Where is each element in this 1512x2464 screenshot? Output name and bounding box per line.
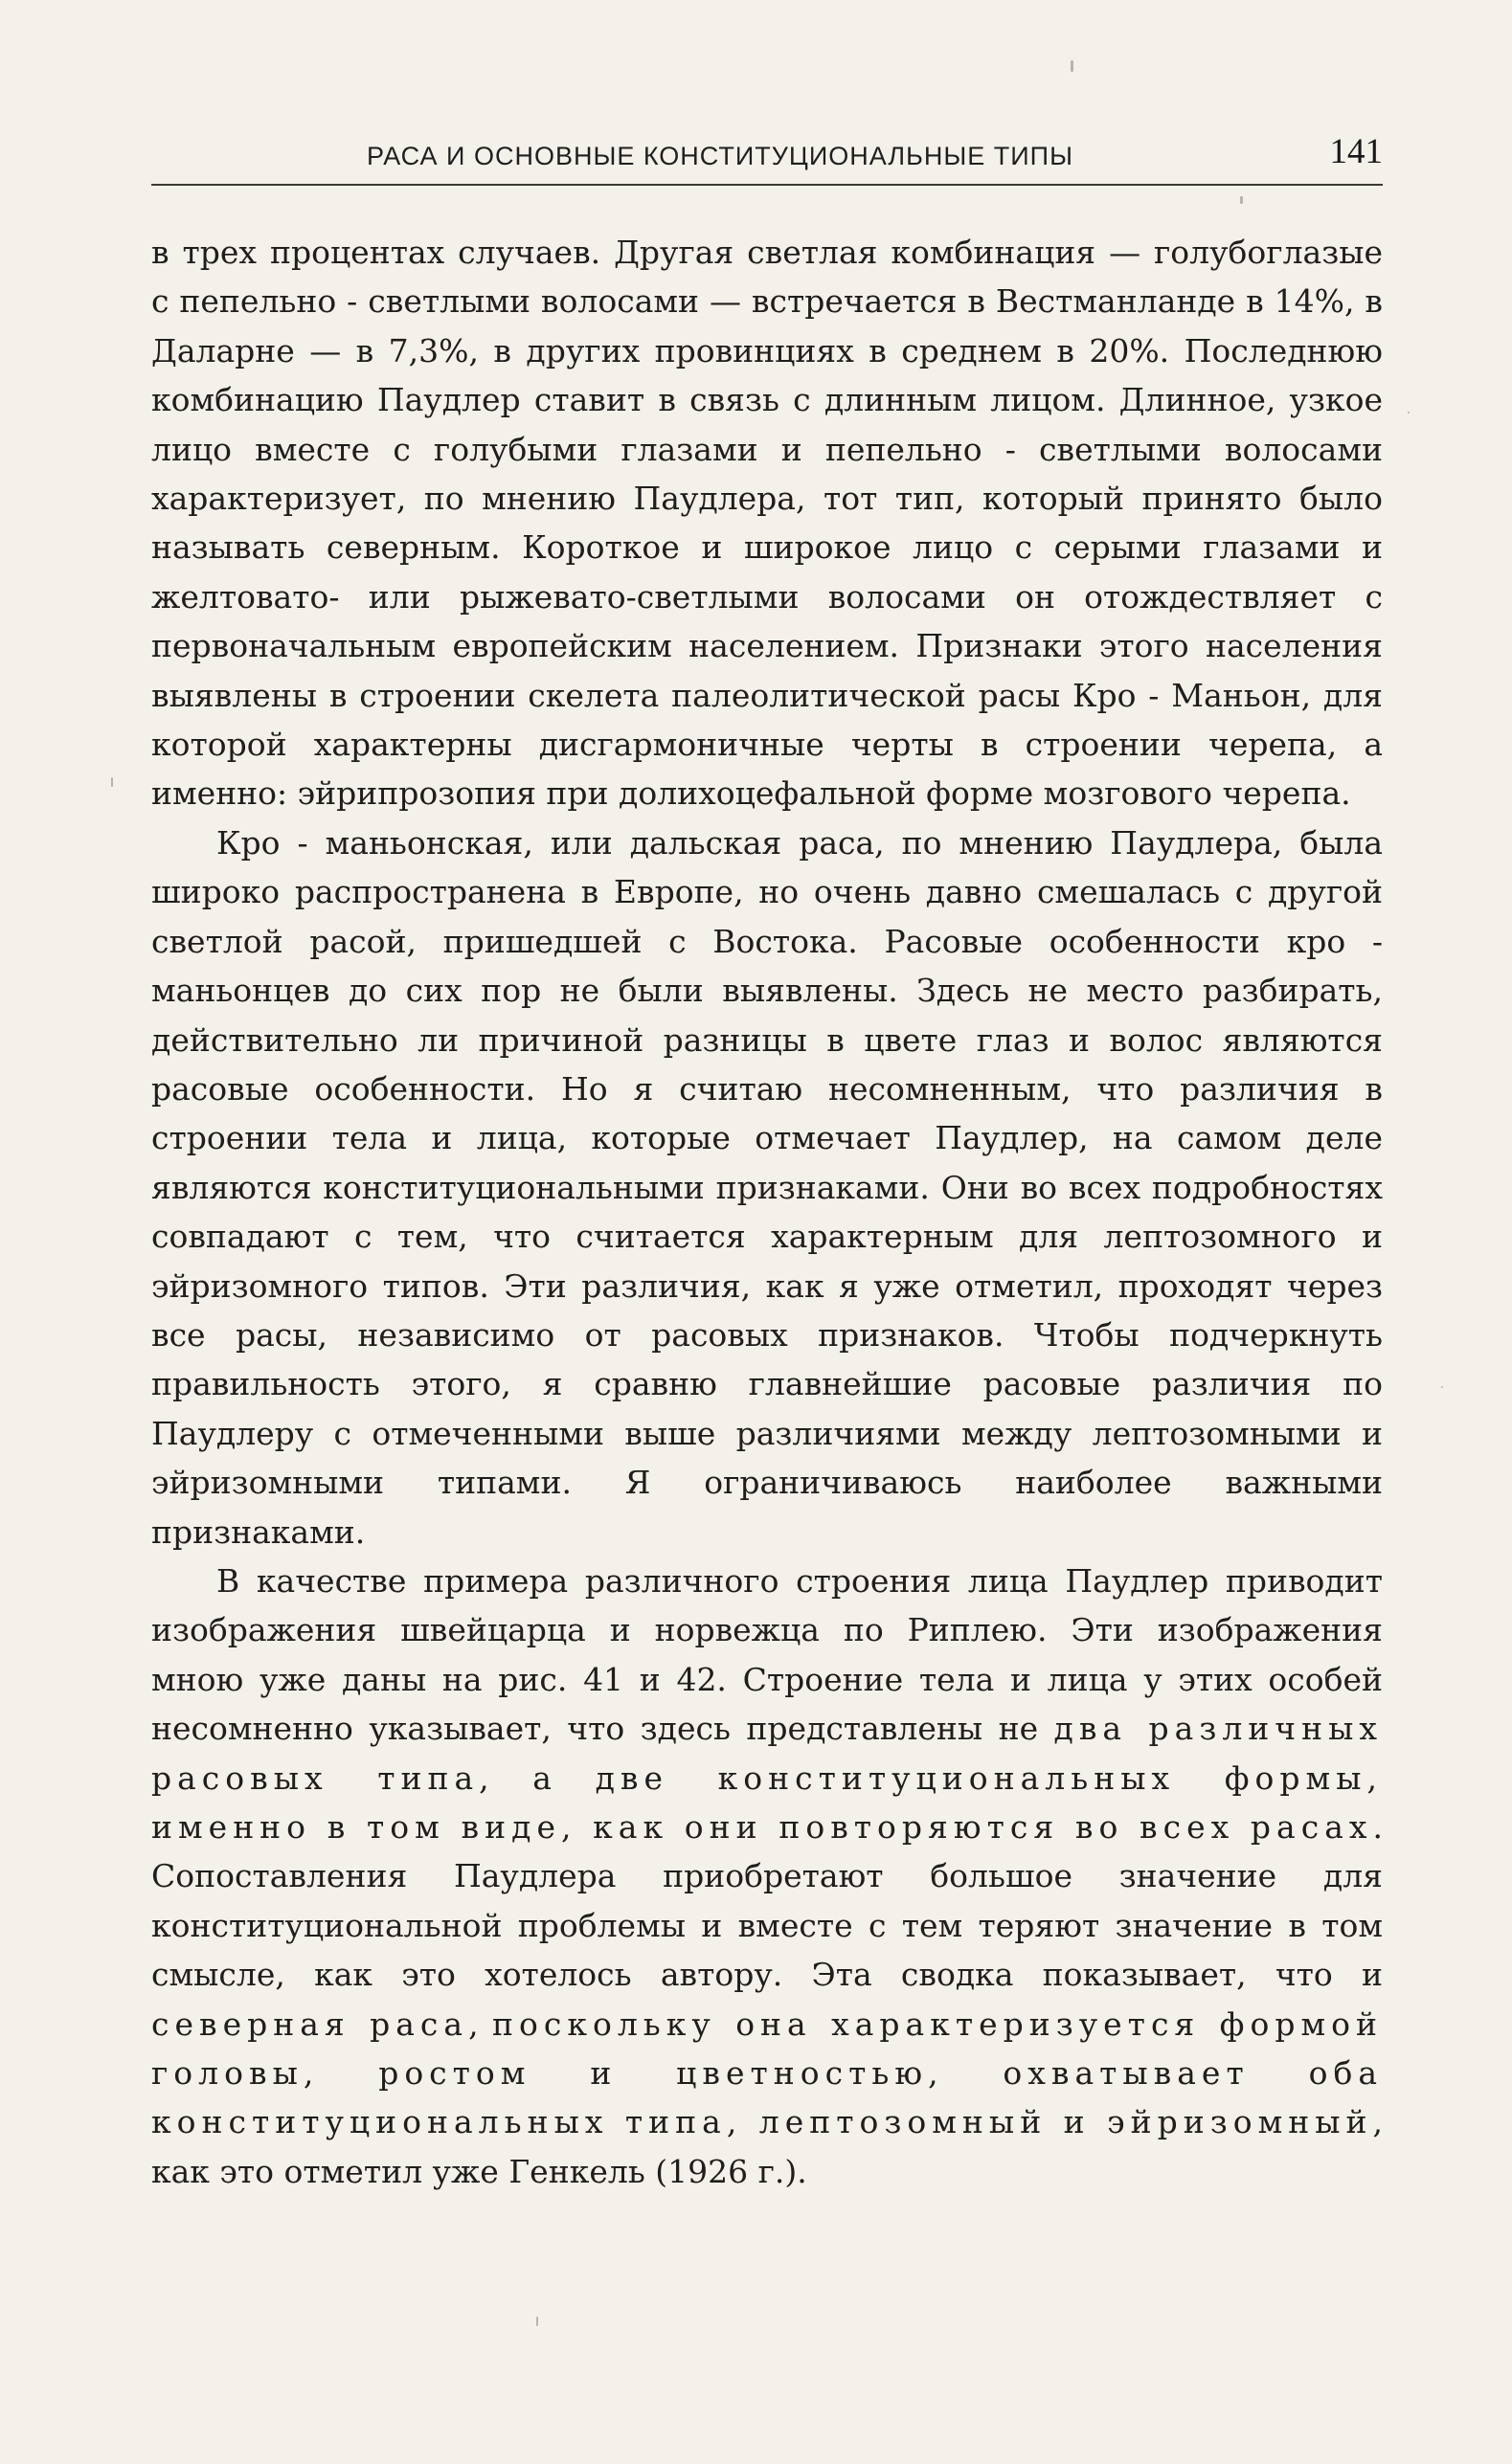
paper-speck [1240, 196, 1243, 204]
body-text [151, 228, 1383, 2196]
book-page [151, 0, 1383, 2464]
paper-speck [536, 2317, 538, 2326]
paragraph-3-part-2: , а [479, 1758, 596, 1797]
paragraph-1 [151, 228, 1383, 818]
paragraph-2 [151, 818, 1383, 1557]
paragraph-3-part-1: В качестве примера различного строения лица Паудлер приводит изображения швейцарца и норвежца по Риплею. Эти изображения мною уже даны на рис. 41 и 42. Строение тела и лица у этих особей несомненно указывает, что здесь представлены не [151, 1561, 1383, 1748]
paragraph-3 [151, 1557, 1383, 2196]
emphasis-two-constitutional-forms: две конституциональных формы, именно в том виде, как они повторяются во всех расах [151, 1758, 1383, 1846]
paper-speck [111, 777, 113, 787]
running-title: РАСА И ОСНОВНЫЕ КОНСТИТУЦИОНАЛЬНЫЕ ТИПЫ [367, 142, 1073, 170]
emphasis-northern-race: северная раса [151, 2005, 469, 2043]
paragraph-3-part-5: , как это отметил уже Генкель (1926 г.). [151, 2103, 1383, 2190]
paragraph-3-part-4: , [468, 2005, 492, 2043]
emphasis-covers-both-types: поскольку она характеризуется формой головы, ростом и цветностью, охватывает оба конституциональных типа, лептозомный и эйризомный [151, 2005, 1383, 2141]
page-header [151, 132, 1383, 190]
paragraph-1-text: в трех процентах случаев. Другая светлая комбинация — голубоглазые с пепельно - светлыми волосами — встречается в Вестманланде в 14%, в Даларне — в 7,3%, в других провинциях в среднем в 20%. Последнюю комбинацию Паудлер ставит в связь с длинным лицом. Длинное, узкое лицо вместе с голубыми глазами и пепельно - светлыми волосами характеризует, по мнению Паудлера, тот тип, который принято было называть северным. Короткое и широкое лицо с серыми глазами и желтовато- или рыжевато-светлыми волосами он отождествляет с первоначальным европейским населением. Признаки этого населения выявлены в строении скелета палеолитической расы Кро - Маньон, для которой характерны дисгармоничные черты в строении черепа, а именно: эйрипрозопия при долихоцефальной форме мозгового черепа. [151, 234, 1383, 813]
header-rule [151, 184, 1383, 186]
paper-speck [1408, 412, 1410, 414]
page-number: 141 [1329, 132, 1383, 171]
emphasis-two-racial-types: два различных расовых типа [151, 1710, 1383, 1797]
paper-speck [1441, 1386, 1443, 1388]
paragraph-3-part-3: . Сопоставления Паудлера приобретают большое значение для конституциональной проблемы и вместе с тем теряют значение в том смысле, как это хотелось автору. Эта сводка показывает, что и [151, 1808, 1383, 1994]
paper-speck [1071, 60, 1073, 72]
paragraph-2-text: Кро - маньонская, или дальская раса, по мнению Паудлера, была широко распространена в Европе, но очень давно смешалась с другой светлой расой, пришедшей с Востока. Расовые особенности кро - маньонцев до сих пор не были выявлены. Здесь не место разбирать, действительно ли причиной разницы в цвете глаз и волос являются расовые особенности. Но я считаю несомненным, что различия в строении тела и лица, которые отмечает Паудлер, на самом деле являются конституциональными признаками. Они во всех подробностях совпадают с тем, что считается характерным для лептозомного и эйризомного типов. Эти различия, как я уже отметил, проходят через все расы, независимо от расовых признаков. Чтобы подчеркнуть правильность этого, я сравню главнейшие расовые различия по Паудлеру с отмеченными выше различиями между лептозомными и эйризомными типами. Я ограничиваюсь наиболее важными признаками. [151, 823, 1383, 1551]
